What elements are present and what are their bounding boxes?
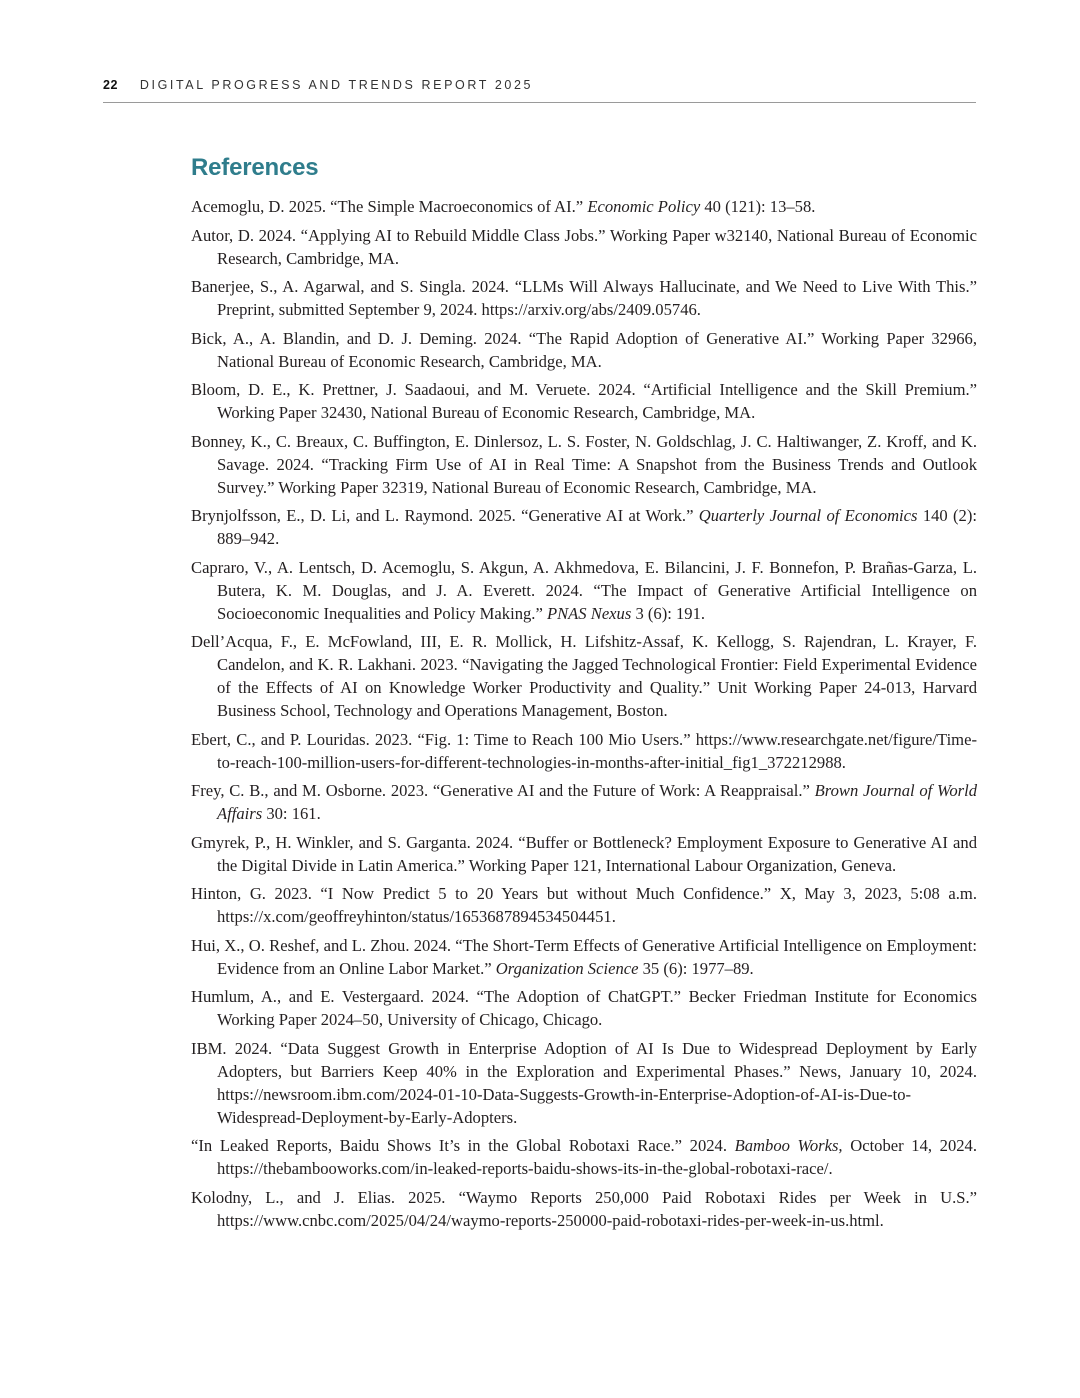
reference-text: 30: 161. xyxy=(262,804,321,823)
reference-entry xyxy=(191,882,977,928)
reference-source-title: Organization Science xyxy=(495,958,639,978)
reference-source-title: Brown Journal of World Affairs xyxy=(217,781,978,823)
running-title: DIGITAL PROGRESS AND TRENDS REPORT 2025 xyxy=(139,78,534,92)
reference-text: Hinton, G. 2023. “I Now Predict 5 to 20 Years but without Much Confidence.” X, May 3, 2023, 5:08 a.m. https://x.com/geoffreyhinton/status/1653687894534504451. xyxy=(191,884,977,926)
reference-text: Ebert, C., and P. Louridas. 2023. “Fig. 1: Time to Reach 100 Mio Users.” https://www.researchgate.net/figure/Time-to-reach-100-million-users-for-different-technologies-in-months-after-initial_fig1_372212988. xyxy=(191,729,977,772)
reference-source-title: PNAS Nexus xyxy=(546,603,632,623)
reference-source-title: Quarterly Journal of Economics xyxy=(698,506,918,525)
reference-text: 40 (121): 13–58. xyxy=(700,197,816,216)
reference-source-title: Economic Policy xyxy=(587,197,701,216)
reference-text: Gmyrek, P., H. Winkler, and S. Garganta. 2024. “Buffer or Bottleneck? Employment Exposure to Generative AI and the Digital Divide in Latin America.” Working Paper 121, International Labour Organization, Geneva. xyxy=(191,832,977,875)
reference-text: Hui, X., O. Reshef, and L. Zhou. 2024. “The Short-Term Effects of Generative Artificial Intelligence on Employment: Evidence from an Online Labor Market.” xyxy=(191,935,977,978)
reference-entry xyxy=(191,985,977,1031)
reference-text: Capraro, V., A. Lentsch, D. Acemoglu, S. Akgun, A. Akhmedova, E. Bilancini, J. F. Bonnefon, P. Brañas-Garza, L. Butera, K. M. Douglas, and J. A. Everett. 2024. “The Impact of Generative Artificial Intelligence on Socioeconomic Inequalities and Policy Making.” xyxy=(191,557,977,623)
reference-text: 3 (6): 191. xyxy=(631,603,706,623)
reference-text: Bonney, K., C. Breaux, C. Buffington, E. Dinlersoz, L. S. Foster, N. Goldschlag, J. C. Haltiwanger, Z. Kroff, and K. Savage. 2024. “Tracking Firm Use of AI in Real Time: A Snapshot from the Business Trends and Outlook Survey.” Working Paper 32319, National Bureau of Economic Research, Cambridge, MA. xyxy=(191,431,977,497)
reference-entry xyxy=(191,1037,977,1129)
reference-text: Dell’Acqua, F., E. McFowland, III, E. R. Mollick, H. Lifshitz-Assaf, K. Kellogg, S. Rajendran, L. Krayer, F. Candelon, and K. R. Lakhani. 2023. “Navigating the Jagged Technological Frontier: Field Experimental Evidence of the Effects of AI on Knowledge Worker Productivity and Quality.” Unit Working Paper 24-013, Harvard Business School, Technology and Operations Management, Boston. xyxy=(191,632,977,720)
reference-text: “In Leaked Reports, Baidu Shows It’s in the Global Robotaxi Race.” 2024. xyxy=(191,1136,735,1155)
reference-entry xyxy=(191,556,977,625)
reference-list xyxy=(191,195,977,1237)
reference-text: Bick, A., A. Blandin, and D. J. Deming. 2024. “The Rapid Adoption of Generative AI.” Working Paper 32966, National Bureau of Economic Research, Cambridge, MA. xyxy=(191,328,977,371)
reference-entry xyxy=(191,779,977,825)
page-number: 22 xyxy=(103,78,118,92)
reference-entry xyxy=(191,327,977,373)
reference-text: 35 (6): 1977–89. xyxy=(638,958,754,978)
reference-entry xyxy=(191,630,977,722)
reference-text: Brynjolfsson, E., D. Li, and L. Raymond. 2025. “Generative AI at Work.” xyxy=(191,506,699,525)
reference-entry xyxy=(191,831,977,877)
reference-entry xyxy=(191,224,977,270)
reference-text: Bloom, D. E., K. Prettner, J. Saadaoui, and M. Veruete. 2024. “Artificial Intelligence and the Skill Premium.” Working Paper 32430, National Bureau of Economic Research, Cambridge, MA. xyxy=(191,380,977,422)
reference-text: October 14, 2024. https://thebambooworks.com/in-leaked-reports-baidu-shows-its-in-the-global-robotaxi-race/. xyxy=(217,1136,977,1178)
reference-source-title: Bamboo Works, xyxy=(734,1136,843,1155)
reference-text: Frey, C. B., and M. Osborne. 2023. “Generative AI and the Future of Work: A Reappraisal.” xyxy=(191,781,815,800)
reference-entry xyxy=(191,504,977,550)
reference-text: IBM. 2024. “Data Suggest Growth in Enterprise Adoption of AI Is Due to Widespread Deployment by Early Adopters, but Barriers Keep 40% in the Exploration and Experimental Phases.” News, January 10, 2024. https://newsroom.ibm.com/2024-01-10-Data-Suggests-Growth-in-Enterprise-Adoption-of-AI-is-Due-to-Widespread-Deployment-by-Early-Adopters. xyxy=(191,1038,977,1127)
reference-entry xyxy=(191,195,977,218)
running-header xyxy=(103,78,976,103)
reference-entry xyxy=(191,1134,977,1180)
reference-entry xyxy=(191,378,977,424)
reference-text: Acemoglu, D. 2025. “The Simple Macroeconomics of AI.” xyxy=(191,197,588,216)
reference-entry xyxy=(191,275,977,321)
section-title: References xyxy=(191,154,319,181)
reference-entry xyxy=(191,1186,977,1232)
reference-text: Autor, D. 2024. “Applying AI to Rebuild Middle Class Jobs.” Working Paper w32140, National Bureau of Economic Research, Cambridge, MA. xyxy=(191,225,977,268)
reference-text: Humlum, A., and E. Vestergaard. 2024. “The Adoption of ChatGPT.” Becker Friedman Institute for Economics Working Paper 2024–50, University of Chicago, Chicago. xyxy=(191,987,977,1029)
reference-entry xyxy=(191,728,977,774)
reference-text: Banerjee, S., A. Agarwal, and S. Singla. 2024. “LLMs Will Always Hallucinate, and We Need to Live With This.” Preprint, submitted September 9, 2024. https://arxiv.org/abs/2409.05746. xyxy=(191,277,977,319)
reference-text: 140 (2): 889–942. xyxy=(217,506,977,548)
reference-entry xyxy=(191,430,977,499)
reference-text: Kolodny, L., and J. Elias. 2025. “Waymo Reports 250,000 Paid Robotaxi Rides per Week in U.S.” https://www.cnbc.com/2025/04/24/waymo-reports-250000-paid-robotaxi-rides-per-week-in-us.html. xyxy=(191,1187,977,1230)
reference-entry xyxy=(191,934,977,980)
